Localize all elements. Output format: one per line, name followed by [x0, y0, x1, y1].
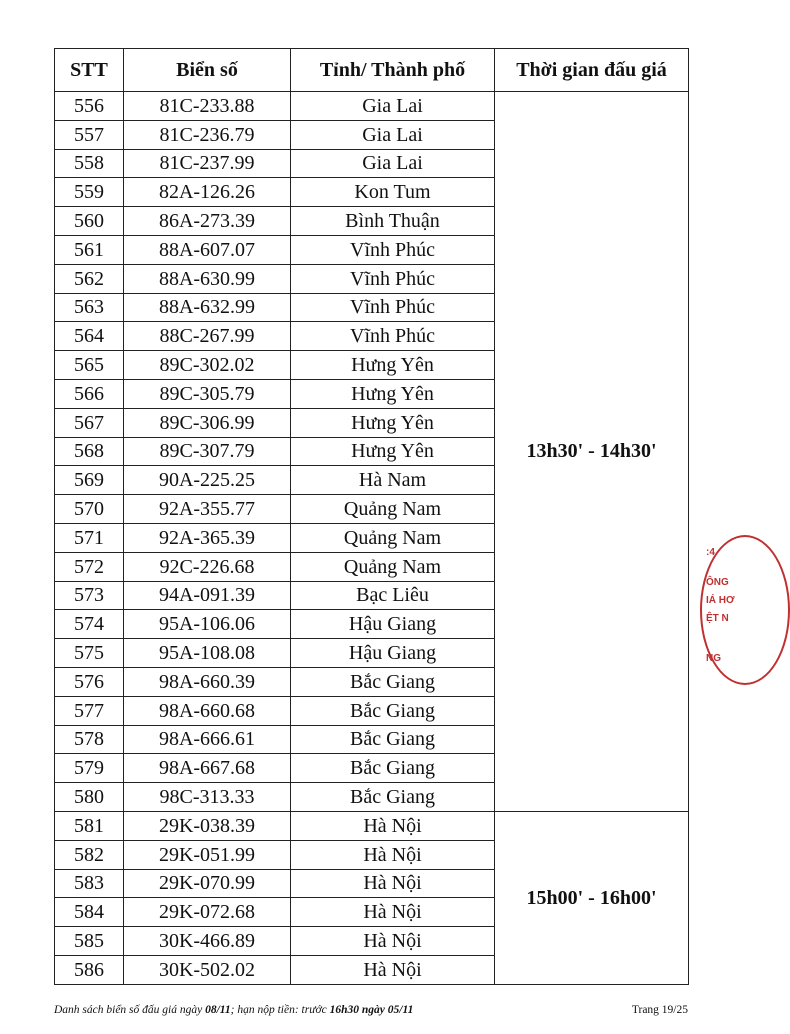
cell-stt: 560 — [55, 207, 124, 236]
cell-province: Vĩnh Phúc — [291, 293, 495, 322]
cell-province: Hà Nội — [291, 811, 495, 840]
cell-plate: 89C-307.79 — [124, 437, 291, 466]
cell-province: Quảng Nam — [291, 552, 495, 581]
page-footer — [54, 1004, 688, 1016]
cell-stt: 580 — [55, 783, 124, 812]
cell-province: Bắc Giang — [291, 667, 495, 696]
cell-plate: 98C-313.33 — [124, 783, 291, 812]
cell-plate: 29K-070.99 — [124, 869, 291, 898]
plates-table — [54, 48, 689, 985]
cell-plate: 98A-660.68 — [124, 696, 291, 725]
cell-stt: 574 — [55, 610, 124, 639]
cell-province: Hậu Giang — [291, 639, 495, 668]
cell-stt: 578 — [55, 725, 124, 754]
cell-stt: 558 — [55, 149, 124, 178]
cell-province: Bạc Liêu — [291, 581, 495, 610]
cell-plate: 98A-660.39 — [124, 667, 291, 696]
cell-province: Bắc Giang — [291, 783, 495, 812]
cell-stt: 576 — [55, 667, 124, 696]
cell-province: Vĩnh Phúc — [291, 264, 495, 293]
cell-province: Bình Thuận — [291, 207, 495, 236]
cell-province: Hà Nội — [291, 955, 495, 984]
table-row — [55, 811, 689, 840]
table-body — [55, 92, 689, 985]
cell-stt: 568 — [55, 437, 124, 466]
footer-middle: ; hạn nộp tiền: trước — [230, 1004, 330, 1016]
cell-auction-time: 15h00' - 16h00' — [495, 811, 689, 984]
cell-stt: 557 — [55, 120, 124, 149]
cell-province: Vĩnh Phúc — [291, 322, 495, 351]
cell-province: Hưng Yên — [291, 437, 495, 466]
cell-province: Hà Nam — [291, 466, 495, 495]
cell-stt: 559 — [55, 178, 124, 207]
cell-stt: 563 — [55, 293, 124, 322]
table-header-row — [55, 49, 689, 92]
cell-plate: 30K-466.89 — [124, 927, 291, 956]
cell-plate: 86A-273.39 — [124, 207, 291, 236]
seal-text-1: ÔNG — [706, 577, 729, 588]
header-time: Thời gian đấu giá — [495, 49, 689, 92]
cell-plate: 29K-038.39 — [124, 811, 291, 840]
cell-stt: 562 — [55, 264, 124, 293]
seal-text-3: ỆT N — [706, 613, 729, 624]
cell-plate: 95A-108.08 — [124, 639, 291, 668]
cell-stt: 570 — [55, 495, 124, 524]
cell-plate: 98A-666.61 — [124, 725, 291, 754]
seal-text-0: :4 — [706, 547, 715, 558]
cell-stt: 583 — [55, 869, 124, 898]
cell-province: Vĩnh Phúc — [291, 235, 495, 264]
cell-stt: 564 — [55, 322, 124, 351]
cell-plate: 88A-632.99 — [124, 293, 291, 322]
cell-plate: 81C-236.79 — [124, 120, 291, 149]
cell-province: Kon Tum — [291, 178, 495, 207]
cell-stt: 582 — [55, 840, 124, 869]
cell-stt: 569 — [55, 466, 124, 495]
seal-text-2: IÁ HƠ — [706, 595, 735, 606]
cell-stt: 561 — [55, 235, 124, 264]
footer-date: 08/11 — [205, 1004, 231, 1016]
cell-plate: 81C-233.88 — [124, 92, 291, 121]
cell-plate: 95A-106.06 — [124, 610, 291, 639]
cell-stt: 567 — [55, 408, 124, 437]
footer-prefix: Danh sách biển số đấu giá ngày — [54, 1004, 206, 1016]
cell-province: Hưng Yên — [291, 408, 495, 437]
cell-province: Hà Nội — [291, 927, 495, 956]
cell-stt: 586 — [55, 955, 124, 984]
cell-stt: 573 — [55, 581, 124, 610]
cell-plate: 92C-226.68 — [124, 552, 291, 581]
seal-text-4: NG — [706, 653, 721, 664]
cell-plate: 89C-305.79 — [124, 379, 291, 408]
cell-stt: 577 — [55, 696, 124, 725]
cell-plate: 89C-306.99 — [124, 408, 291, 437]
cell-province: Hà Nội — [291, 869, 495, 898]
cell-province: Bắc Giang — [291, 754, 495, 783]
header-stt: STT — [55, 49, 124, 92]
cell-province: Bắc Giang — [291, 725, 495, 754]
cell-stt: 585 — [55, 927, 124, 956]
cell-stt: 581 — [55, 811, 124, 840]
cell-stt: 584 — [55, 898, 124, 927]
cell-stt: 572 — [55, 552, 124, 581]
cell-province: Gia Lai — [291, 92, 495, 121]
cell-province: Gia Lai — [291, 120, 495, 149]
cell-plate: 92A-355.77 — [124, 495, 291, 524]
cell-plate: 88C-267.99 — [124, 322, 291, 351]
cell-plate: 29K-072.68 — [124, 898, 291, 927]
cell-stt: 579 — [55, 754, 124, 783]
cell-province: Bắc Giang — [291, 696, 495, 725]
cell-plate: 81C-237.99 — [124, 149, 291, 178]
header-province: Tỉnh/ Thành phố — [291, 49, 495, 92]
cell-province: Hưng Yên — [291, 379, 495, 408]
cell-stt: 565 — [55, 351, 124, 380]
page-number: Trang 19/25 — [631, 1004, 688, 1016]
cell-province: Quảng Nam — [291, 495, 495, 524]
cell-plate: 29K-051.99 — [124, 840, 291, 869]
cell-province: Hưng Yên — [291, 351, 495, 380]
cell-province: Hậu Giang — [291, 610, 495, 639]
cell-province: Quảng Nam — [291, 523, 495, 552]
red-seal-stamp — [700, 535, 734, 685]
cell-province: Hà Nội — [291, 840, 495, 869]
cell-plate: 89C-302.02 — [124, 351, 291, 380]
footer-deadline: 16h30 ngày 05/11 — [329, 1004, 414, 1016]
cell-plate: 88A-630.99 — [124, 264, 291, 293]
cell-plate: 82A-126.26 — [124, 178, 291, 207]
cell-province: Hà Nội — [291, 898, 495, 927]
cell-stt: 571 — [55, 523, 124, 552]
header-plate: Biển số — [124, 49, 291, 92]
cell-plate: 90A-225.25 — [124, 466, 291, 495]
cell-plate: 92A-365.39 — [124, 523, 291, 552]
cell-stt: 566 — [55, 379, 124, 408]
cell-plate: 94A-091.39 — [124, 581, 291, 610]
cell-stt: 575 — [55, 639, 124, 668]
cell-plate: 30K-502.02 — [124, 955, 291, 984]
cell-plate: 98A-667.68 — [124, 754, 291, 783]
cell-stt: 556 — [55, 92, 124, 121]
cell-plate: 88A-607.07 — [124, 235, 291, 264]
cell-auction-time: 13h30' - 14h30' — [495, 92, 689, 812]
table-row — [55, 92, 689, 121]
cell-province: Gia Lai — [291, 149, 495, 178]
